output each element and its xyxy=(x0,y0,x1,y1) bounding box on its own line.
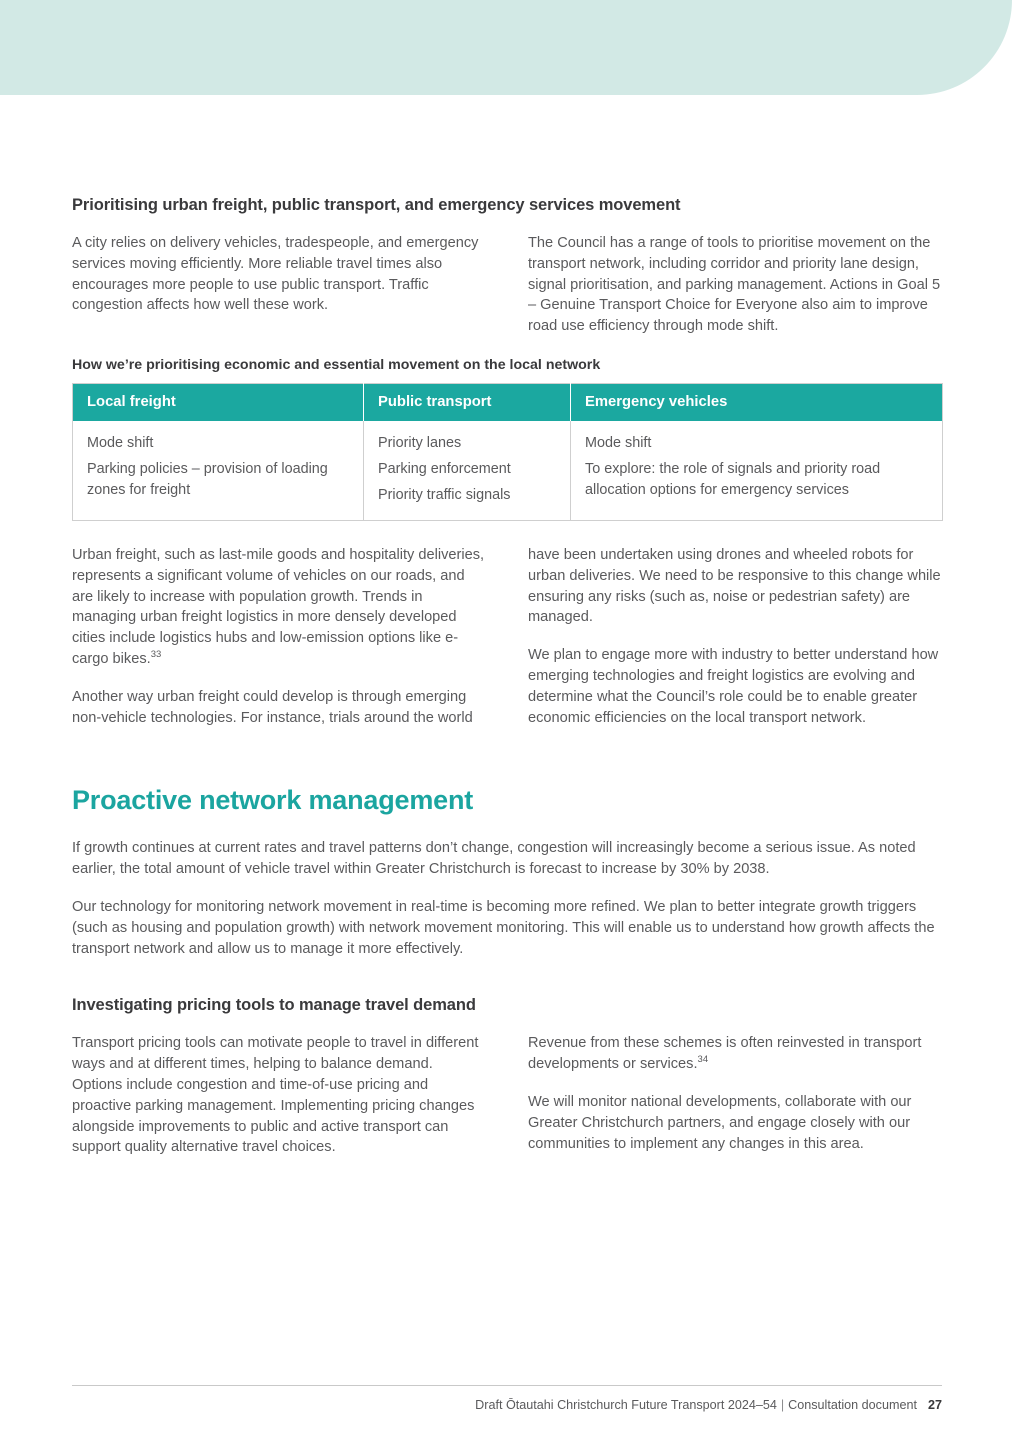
section-urban-freight xyxy=(72,196,942,728)
footer-page-number: 27 xyxy=(927,1398,942,1412)
table-cell-public-transport xyxy=(364,421,571,521)
table-cell-line: Parking enforcement xyxy=(378,460,511,477)
freight-body-right-column xyxy=(528,545,942,728)
freight-body-two-column-block xyxy=(72,545,942,728)
footer-separator: | xyxy=(780,1398,785,1412)
table-cell-line: Priority lanes xyxy=(378,434,462,451)
pricing-right-paragraph-1 xyxy=(528,1033,942,1075)
table-cell-line: Mode shift xyxy=(87,434,154,451)
freight-body-left-column xyxy=(72,545,486,728)
intro-left-column xyxy=(72,233,486,337)
footer-document-type: Consultation document xyxy=(788,1398,917,1412)
table-cell-line: Mode shift xyxy=(585,434,652,451)
spacer xyxy=(72,728,942,785)
table-cell-emergency-vehicles xyxy=(571,421,943,521)
intro-left-paragraph: A city relies on delivery vehicles, tradespeople, and emergency services moving efficiently. More reliable travel times also encourages more people to use public transport. Traffic congestion affects how well these work. xyxy=(72,235,479,314)
intro-right-column xyxy=(528,233,942,337)
table-header-emergency-vehicles: Emergency vehicles xyxy=(571,383,943,421)
page-footer xyxy=(72,1385,942,1412)
table-row xyxy=(73,421,943,521)
proactive-paragraph-2: Our technology for monitoring network movement in real-time is becoming more refined. We plan to better integrate growth triggers (such as housing and population growth) with network movement monitoring. This will enable us to understand how growth affects the transport network and allow us to manage it more effectively. xyxy=(72,898,935,957)
freight-body-left-paragraph-2: Another way urban freight could develop is through emerging non-vehicle technologies. For instance, trials around the world xyxy=(72,688,473,726)
freight-body-left-paragraph-1 xyxy=(72,545,486,670)
page-content xyxy=(72,196,942,1158)
table-cell-line: Priority traffic signals xyxy=(378,486,511,503)
pricing-two-column-block xyxy=(72,1033,942,1158)
freight-body-right-paragraph-2: We plan to engage more with industry to better understand how emerging technologies and freight logistics are evolving and determine what the Council’s role could be to enable greater economic efficiencies on the local transport network. xyxy=(528,647,939,726)
pricing-right-paragraph-1-text: Revenue from these schemes is often reinvested in transport developments or services. xyxy=(528,1035,922,1073)
spacer xyxy=(72,976,942,996)
pricing-left-column xyxy=(72,1033,486,1158)
spacer xyxy=(72,521,942,545)
footer-divider xyxy=(72,1385,942,1386)
table-cell-line: To explore: the role of signals and priority road allocation options for emergency services xyxy=(585,460,881,498)
table-header-row xyxy=(73,383,943,421)
table-cell-local-freight xyxy=(73,421,364,521)
table-header-public-transport: Public transport xyxy=(364,383,571,421)
decorative-top-banner xyxy=(0,0,1012,95)
page-title-proactive-network-management: Proactive network management xyxy=(72,785,474,816)
table-caption: How we’re prioritising economic and essential movement on the local network xyxy=(72,356,601,373)
spacer xyxy=(72,337,942,357)
pricing-left-paragraph-1: Transport pricing tools can motivate people to travel in different ways and at different times, helping to balance demand. Options include congestion and time-of-use pricing and proactive parking management. Implementing pricing changes alongside improvements to public and active transport can support quality alternative travel choices. xyxy=(72,1035,479,1156)
intro-right-paragraph: The Council has a range of tools to prioritise movement on the transport network, including corridor and priority lane design, signal prioritisation, and parking management. Actions in Goal 5 – Genuine Transport Choice for Everyone also aim to improve road use efficiency through mode shift. xyxy=(528,235,941,335)
section-heading-pricing-tools: Investigating pricing tools to manage travel demand xyxy=(72,996,476,1015)
footnote-marker-34: 34 xyxy=(697,1054,709,1066)
pricing-right-column xyxy=(528,1033,942,1158)
freight-body-left-paragraph-1-text: Urban freight, such as last-mile goods and hospitality deliveries, represents a significant volume of vehicles on our roads, and are likely to increase with population growth. Trends in managing urban freight logistics in more densely developed cities include logistics hubs and low-emission options like e-cargo bikes. xyxy=(72,546,485,667)
footer-document-title: Draft Ōtautahi Christchurch Future Transport 2024–54 xyxy=(475,1398,777,1412)
table-header-local-freight: Local freight xyxy=(73,383,364,421)
footer-text-block xyxy=(72,1398,942,1412)
freight-body-right-paragraph-1: have been undertaken using drones and wheeled robots for urban deliveries. We need to be responsive to this change while ensuring any risks (such as, noise or pedestrian safety) are managed. xyxy=(528,546,941,626)
section-heading-urban-freight: Prioritising urban freight, public transport, and emergency services movement xyxy=(72,196,681,214)
priority-matrix-table xyxy=(72,383,943,521)
pricing-right-paragraph-2: We will monitor national developments, collaborate with our Greater Christchurch partners, and engage closely with our communities to implement any changes in this area. xyxy=(528,1093,912,1152)
footnote-marker-33: 33 xyxy=(150,649,162,661)
section-proactive-network-management xyxy=(72,785,942,1158)
intro-two-column-block xyxy=(72,233,942,337)
proactive-paragraph-1: If growth continues at current rates and travel patterns don’t change, congestion will increasingly become a serious issue. As noted earlier, the total amount of vehicle travel within Greater Christchurch is forecast to increase by 30% by 2038. xyxy=(72,840,916,878)
table-cell-line: Parking policies – provision of loading zones for freight xyxy=(87,460,328,498)
